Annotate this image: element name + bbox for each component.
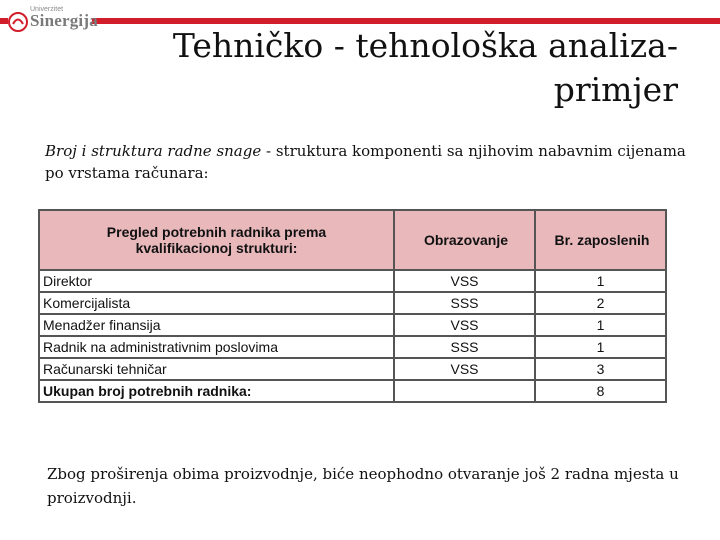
row-education: VSS xyxy=(394,270,535,292)
intro-italic: Broj i struktura radne snage xyxy=(45,142,262,160)
row-education: SSS xyxy=(394,336,535,358)
staff-table xyxy=(38,209,667,403)
row-count: 1 xyxy=(535,270,666,292)
intro-text: - struktura komponenti sa njihovim nabavnim cijenama po vrstama računara: xyxy=(45,142,686,182)
row-position: Komercijalista xyxy=(39,292,394,314)
title-line-2: primjer xyxy=(553,70,678,109)
table-header-row xyxy=(39,210,666,270)
intro-paragraph xyxy=(45,140,690,184)
logo-name: Sinergija xyxy=(30,11,98,30)
row-count: 2 xyxy=(535,292,666,314)
total-count: 8 xyxy=(535,380,666,402)
logo-emblem-icon xyxy=(8,12,28,32)
title-line-1: Tehničko - tehnološka analiza- xyxy=(172,26,678,65)
header-position: Pregled potrebnih radnika prema kvalifikacionoj strukturi: xyxy=(39,210,394,270)
table-row xyxy=(39,358,666,380)
row-education: VSS xyxy=(394,314,535,336)
logo-small-text: Univerzitet xyxy=(30,6,64,13)
row-position: Direktor xyxy=(39,270,394,292)
closing-paragraph: Zbog proširenja obima proizvodnje, biće neophodno otvaranje još 2 radna mjesta u proizvodnji. xyxy=(47,465,679,507)
row-position: Računarski tehničar xyxy=(39,358,394,380)
row-education: VSS xyxy=(394,358,535,380)
table-row xyxy=(39,292,666,314)
row-position: Menadžer finansija xyxy=(39,314,394,336)
total-education xyxy=(394,380,535,402)
row-count: 1 xyxy=(535,314,666,336)
row-count: 3 xyxy=(535,358,666,380)
table-row xyxy=(39,314,666,336)
row-count: 1 xyxy=(535,336,666,358)
header-employee-count: Br. zaposlenih xyxy=(535,210,666,270)
table-row xyxy=(39,336,666,358)
table-row xyxy=(39,270,666,292)
slide-title xyxy=(78,24,678,112)
header-education: Obrazovanje xyxy=(394,210,535,270)
row-education: SSS xyxy=(394,292,535,314)
table-total-row xyxy=(39,380,666,402)
row-position: Radnik na administrativnim poslovima xyxy=(39,336,394,358)
total-label: Ukupan broj potrebnih radnika: xyxy=(39,380,394,402)
